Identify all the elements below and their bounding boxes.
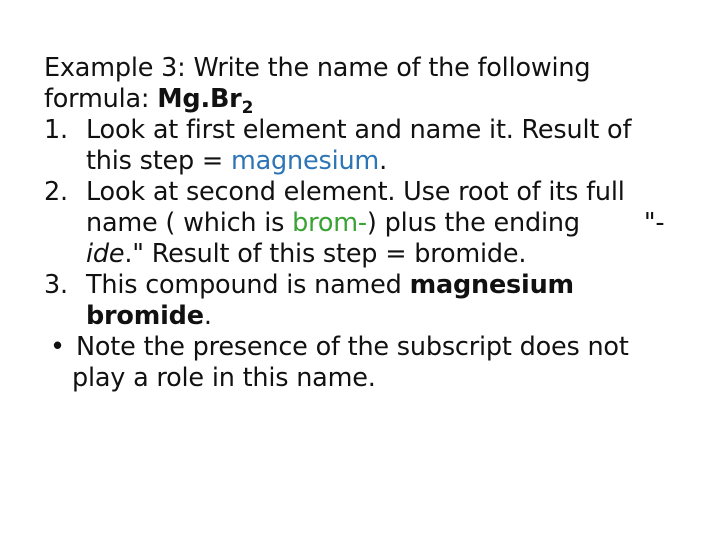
- brom-highlight: brom-: [292, 208, 367, 238]
- step-2-number: 2.: [44, 177, 68, 207]
- note-text: Note the presence of the subscript does not: [76, 332, 629, 362]
- step-2-text: Look at second element. Use root of its full: [86, 177, 625, 207]
- step-3-line-1: [44, 270, 684, 301]
- step-3-number: 3.: [44, 270, 68, 300]
- step-2-result: ." Result of this step = bromide.: [124, 239, 527, 269]
- step-2-quote: "-: [643, 208, 665, 238]
- step-3-period: .: [203, 301, 212, 331]
- step-1-period: .: [379, 146, 387, 176]
- step-1-text: Look at first element and name it. Result of: [86, 115, 632, 145]
- slide-body: [44, 53, 684, 394]
- magnesium-highlight: magnesium: [230, 146, 380, 176]
- formula: [157, 84, 254, 118]
- step-1-result-label: this step =: [86, 146, 231, 176]
- step-2-name-label: name ( which is: [86, 208, 293, 238]
- step-2-ending-text: ) plus the ending: [366, 208, 580, 238]
- formula-subscript: 2: [241, 98, 254, 118]
- compound-name-part-2: bromide: [86, 301, 204, 331]
- note-line-1: [44, 332, 684, 363]
- ide-ending: ide: [86, 239, 125, 269]
- intro-line-1: [44, 53, 684, 84]
- step-3-line-2: [44, 301, 684, 332]
- intro-text: Example 3: Write the name of the following: [44, 53, 591, 83]
- bullet-icon: •: [50, 332, 65, 362]
- step-3-text: This compound is named: [86, 270, 410, 300]
- step-2-line-1: [44, 177, 684, 208]
- formula-base: Mg.Br: [157, 84, 242, 114]
- step-2-line-3: [44, 239, 684, 270]
- intro-line-2: [44, 84, 684, 118]
- step-1-line-1: [44, 115, 684, 146]
- step-1-number: 1.: [44, 115, 68, 145]
- step-1-line-2: [44, 146, 684, 177]
- step-2-line-2: [44, 208, 684, 239]
- compound-name-part-1: magnesium: [409, 270, 574, 300]
- formula-label: formula:: [44, 84, 158, 114]
- note-text-continued: play a role in this name.: [72, 363, 376, 393]
- note-line-2: [44, 363, 684, 394]
